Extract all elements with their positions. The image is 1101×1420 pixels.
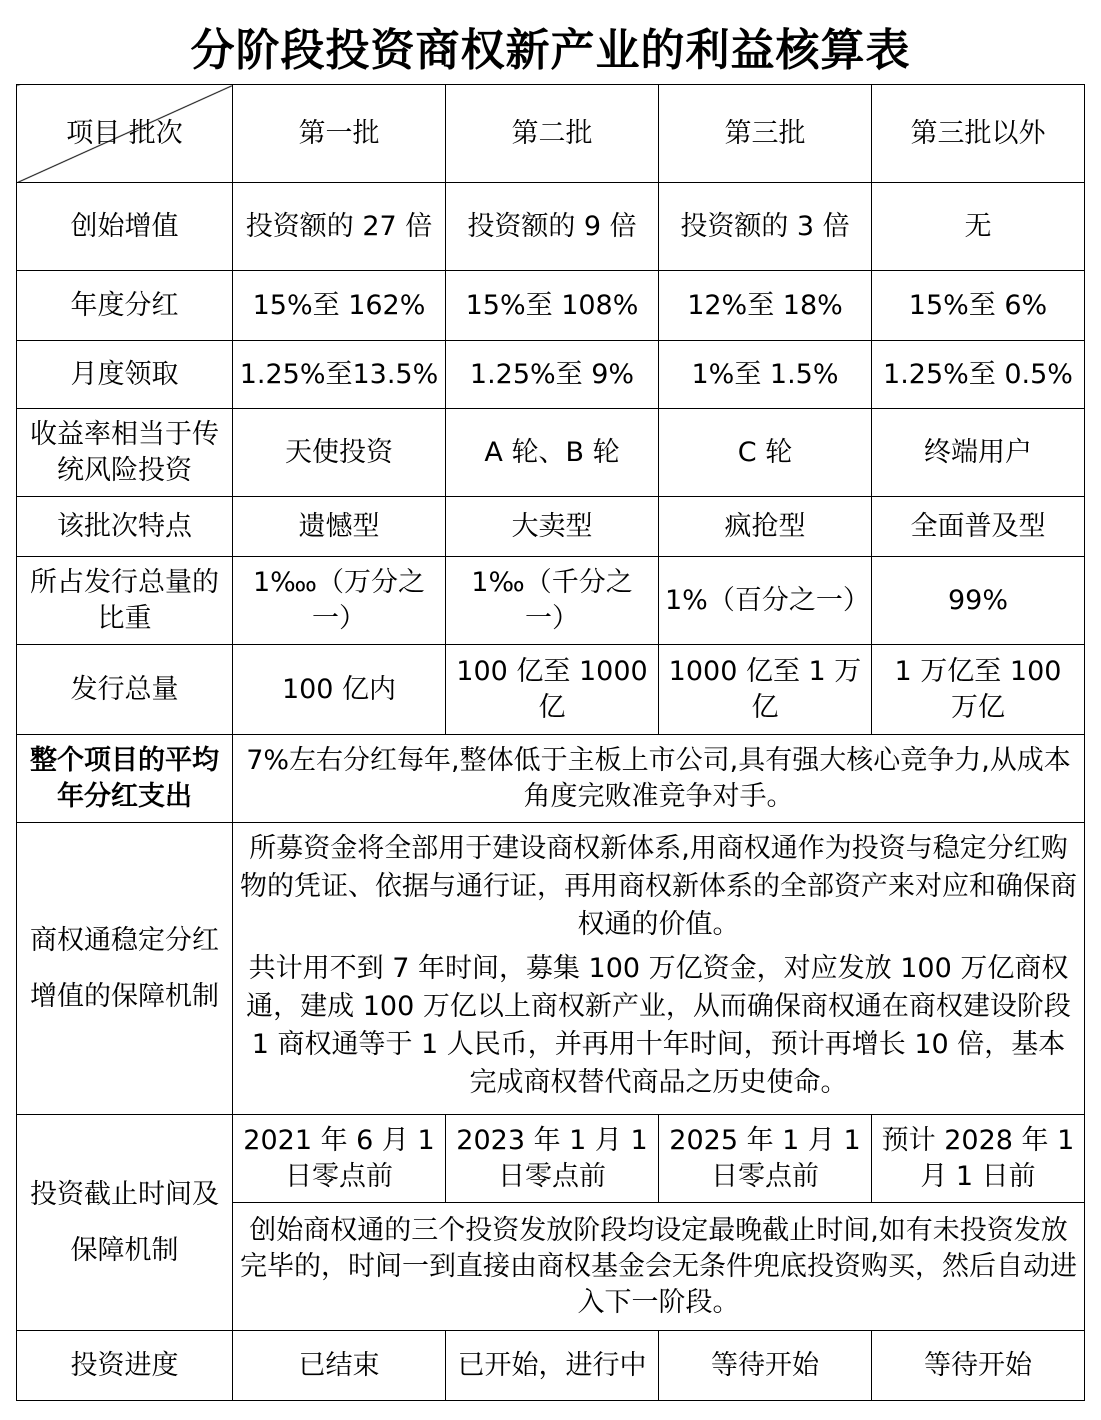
header-corner: 项目 批次 [17,85,233,183]
table-cell: 1‰（千分之一） [446,557,659,645]
deadline-label: 投资截止时间及保障机制 [17,1115,233,1331]
guarantee-paragraph-1: 所募资金将全部用于建设商权新体系,用商权通作为投资与稳定分红购物的凭证、依据与通行证，再用商权新体系的全部资产来对应和确保商权通的价值。 [240,832,1077,940]
table-cell: 1000 亿至 1 万亿 [659,645,872,735]
dividend-row [17,735,1085,823]
row-label: 年度分红 [17,271,233,341]
progress-status-2: 已开始，进行中 [446,1331,659,1401]
deadline-date-1: 2021 年 6 月 1 日零点前 [233,1115,446,1203]
guarantee-row [17,823,1085,1115]
row-label: 所占发行总量的比重 [17,557,233,645]
table-row [17,557,1085,645]
progress-status-3: 等待开始 [659,1331,872,1401]
progress-status-4: 等待开始 [872,1331,1085,1401]
row-label: 月度领取 [17,341,233,409]
table-cell: 100 亿内 [233,645,446,735]
table-cell: 1%（百分之一） [659,557,872,645]
deadline-text: 创始商权通的三个投资发放阶段均设定最晚截止时间,如有未投资发放完毕的，时间一到直接由商权基金会无条件兜底投资购买，然后自动进入下一阶段。 [233,1203,1085,1331]
table-cell: 1.25%至 9% [446,341,659,409]
row-label: 该批次特点 [17,497,233,557]
table-cell: 15%至 6% [872,271,1085,341]
guarantee-text [233,823,1085,1115]
table-row [17,271,1085,341]
guarantee-paragraph-2: 共计用不到 7 年时间，募集 100 万亿资金，对应发放 100 万亿商权通，建成 100 万亿以上商权新产业，从而确保商权通在商权建设阶段 1 商权通等于 1 人民币，并再用十年时间，预计再增长 10 倍，基本完成商权替代商品之历史使命。 [246,952,1071,1098]
table-cell: 投资额的 27 倍 [233,183,446,271]
header-batch-2: 第二批 [446,85,659,183]
table-cell: 100 亿至 1000 亿 [446,645,659,735]
progress-row [17,1331,1085,1401]
table-cell: 大卖型 [446,497,659,557]
table-cell: 15%至 162% [233,271,446,341]
progress-label: 投资进度 [17,1331,233,1401]
table-cell: 终端用户 [872,409,1085,497]
table-cell: 全面普及型 [872,497,1085,557]
table-row [17,183,1085,271]
header-batch-4: 第三批以外 [872,85,1085,183]
progress-status-1: 已结束 [233,1331,446,1401]
table-cell: 1‱（万分之一） [233,557,446,645]
deadline-date-3: 2025 年 1 月 1 日零点前 [659,1115,872,1203]
table-cell: 99% [872,557,1085,645]
table-cell: 天使投资 [233,409,446,497]
deadline-date-4: 预计 2028 年 1 月 1 日前 [872,1115,1085,1203]
row-label: 发行总量 [17,645,233,735]
page-title: 分阶段投资商权新产业的利益核算表 [190,25,911,76]
header-row [17,85,1085,183]
row-label: 收益率相当于传统风险投资 [17,409,233,497]
guarantee-label: 商权通稳定分红增值的保障机制 [17,823,233,1115]
profit-table [16,84,1085,1401]
table-cell: 投资额的 9 倍 [446,183,659,271]
table-cell: 1.25%至13.5% [233,341,446,409]
deadline-dates-row [17,1115,1085,1203]
table-cell: 投资额的 3 倍 [659,183,872,271]
row-label: 创始增值 [17,183,233,271]
table-row [17,497,1085,557]
table-cell: 无 [872,183,1085,271]
table-cell: 15%至 108% [446,271,659,341]
table-row [17,645,1085,735]
table-cell: A 轮、B 轮 [446,409,659,497]
dividend-text: 7%左右分红每年,整体低于主板上市公司,具有强大核心竞争力,从成本角度完败准竞争对手。 [233,735,1085,823]
header-batch-1: 第一批 [233,85,446,183]
table-cell: 1.25%至 0.5% [872,341,1085,409]
deadline-date-2: 2023 年 1 月 1 日零点前 [446,1115,659,1203]
table-cell: C 轮 [659,409,872,497]
header-batch-3: 第三批 [659,85,872,183]
table-cell: 1 万亿至 100 万亿 [872,645,1085,735]
table-cell: 疯抢型 [659,497,872,557]
table-cell: 12%至 18% [659,271,872,341]
dividend-label: 整个项目的平均年分红支出 [17,735,233,823]
table-cell: 1%至 1.5% [659,341,872,409]
table-row [17,341,1085,409]
table-row [17,409,1085,497]
table-cell: 遗憾型 [233,497,446,557]
